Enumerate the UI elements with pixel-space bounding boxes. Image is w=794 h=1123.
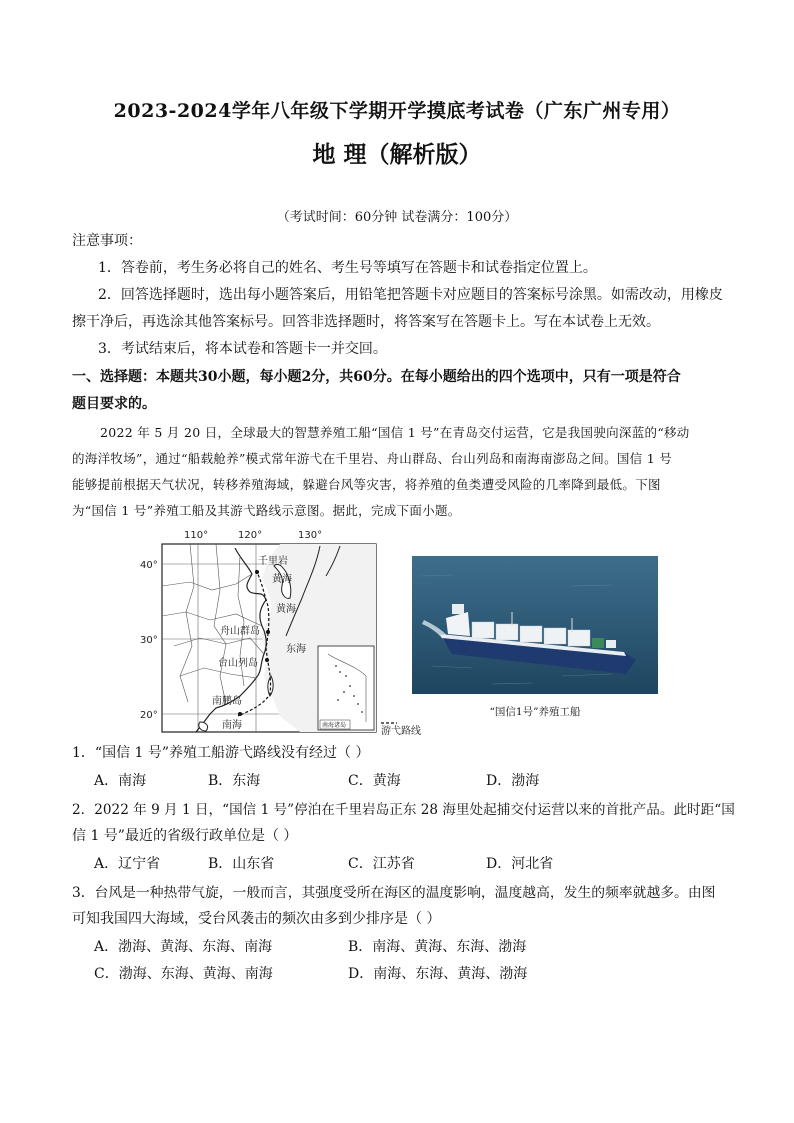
q3-option-d: D．南海、东海、黄海、渤海 xyxy=(348,966,528,982)
note-item: 3．考试结束后，将本试卷和答题卡一并交回。 xyxy=(98,341,387,357)
inset-label: 南海诸岛 xyxy=(322,722,347,729)
photo-caption: “国信1号”养殖工船 xyxy=(489,706,581,718)
passage-line: 的海洋牧场”，通过“船载舱养”模式常年游弋在千里岩、舟山群岛、台山列岛和南海南澎岛之间。国信 1 号 xyxy=(72,451,673,466)
q3-option-b: B．南海、黄海、东海、渤海 xyxy=(348,939,527,955)
question-2-stem: 2．2022 年 9 月 1 日，“国信 1 号”停泊在千里岩岛正东 28 海里处起捕交付运营以来的首批产品。此时距“国 xyxy=(72,802,735,818)
label-nanpeng: 南鹏岛 xyxy=(212,696,242,707)
exam-info: （考试时间：60分钟 试卷满分：100分） xyxy=(276,210,518,225)
label-qianliyan: 千里岩 xyxy=(258,556,288,567)
question-1-stem: 1．“国信 1 号”养殖工船游弋路线没有经过（ ） xyxy=(72,745,370,761)
label-nanhai: 南海 xyxy=(222,720,242,731)
passage-line: 为“国信 1 号”养殖工船及其游弋路线示意图。据此，完成下面小题。 xyxy=(72,503,461,518)
q1-option-b: B．东海 xyxy=(208,773,261,789)
passage-line: 2022 年 5 月 20 日，全球最大的智慧养殖工船“国信 1 号”在青岛交付运营，它是我国驶向深蓝的“移动 xyxy=(100,425,690,440)
section-heading: 一、选择题：本题共30小题，每小题2分，共60分。在每小题给出的四个选项中，只有一项是符合 xyxy=(72,369,681,385)
ship-photo xyxy=(412,556,658,694)
q1-option-c: C．黄海 xyxy=(348,773,401,789)
notes-heading: 注意事项： xyxy=(72,233,142,249)
lat-label: 20° xyxy=(140,710,158,721)
lon-label: 120° xyxy=(238,530,263,541)
lat-label: 30° xyxy=(140,635,158,646)
q2-option-a: A．辽宁省 xyxy=(94,856,161,872)
exam-subtitle: 地 理（解析版） xyxy=(312,141,482,168)
label-huanghai: 黄海 xyxy=(272,574,292,585)
lon-label: 110° xyxy=(184,530,209,541)
note-item: 擦干净后，再选涂其他答案标号。回答非选择题时，将答案写在答题卡上。写在本试卷上无效。 xyxy=(72,314,660,330)
q1-option-a: A．南海 xyxy=(94,773,147,789)
legend-route: 游弋路线 xyxy=(381,726,421,736)
lat-label: 40° xyxy=(140,560,158,571)
label-taishan: 台山列岛 xyxy=(218,658,258,669)
route-map xyxy=(140,526,430,736)
section-heading-cont: 题目要求的。 xyxy=(72,396,156,412)
exam-title: 2023-2024学年八年级下学期开学摸底考试卷（广东广州专用） xyxy=(113,100,681,122)
label-zhoushan: 舟山群岛 xyxy=(220,626,260,637)
question-2-stem-cont: 信 1 号”最近的省级行政单位是（ ） xyxy=(72,828,298,844)
note-item: 1．答卷前，考生务必将自己的姓名、考生号等填写在答题卡和试卷指定位置上。 xyxy=(98,260,597,276)
lon-label: 130° xyxy=(298,530,323,541)
label-huanghai-2: 黄海 xyxy=(276,604,296,615)
q3-option-a: A．渤海、黄海、东海、南海 xyxy=(94,939,273,955)
note-item: 2．回答选择题时，选出每小题答案后，用铅笔把答题卡对应题目的答案标号涂黑。如需改动，用橡皮 xyxy=(98,287,723,303)
question-3-stem: 3．台风是一种热带气旋，一般而言，其强度受所在海区的温度影响，温度越高，发生的频率就越多。由图 xyxy=(72,885,716,901)
q3-option-c: C．渤海、东海、黄海、南海 xyxy=(94,966,273,982)
question-3-stem-cont: 可知我国四大海域，受台风袭击的频次由多到少排序是（ ） xyxy=(72,911,441,927)
q2-option-c: C．江苏省 xyxy=(348,856,415,872)
q1-option-d: D．渤海 xyxy=(486,773,540,789)
passage-line: 能够提前根据天气状况，转移养殖海域，躲避台风等灾害，将养殖的鱼类遭受风险的几率降到最低。下图 xyxy=(72,477,661,492)
q2-option-d: D．河北省 xyxy=(486,856,554,872)
label-donghai: 东海 xyxy=(286,644,306,655)
q2-option-b: B．山东省 xyxy=(208,856,275,872)
